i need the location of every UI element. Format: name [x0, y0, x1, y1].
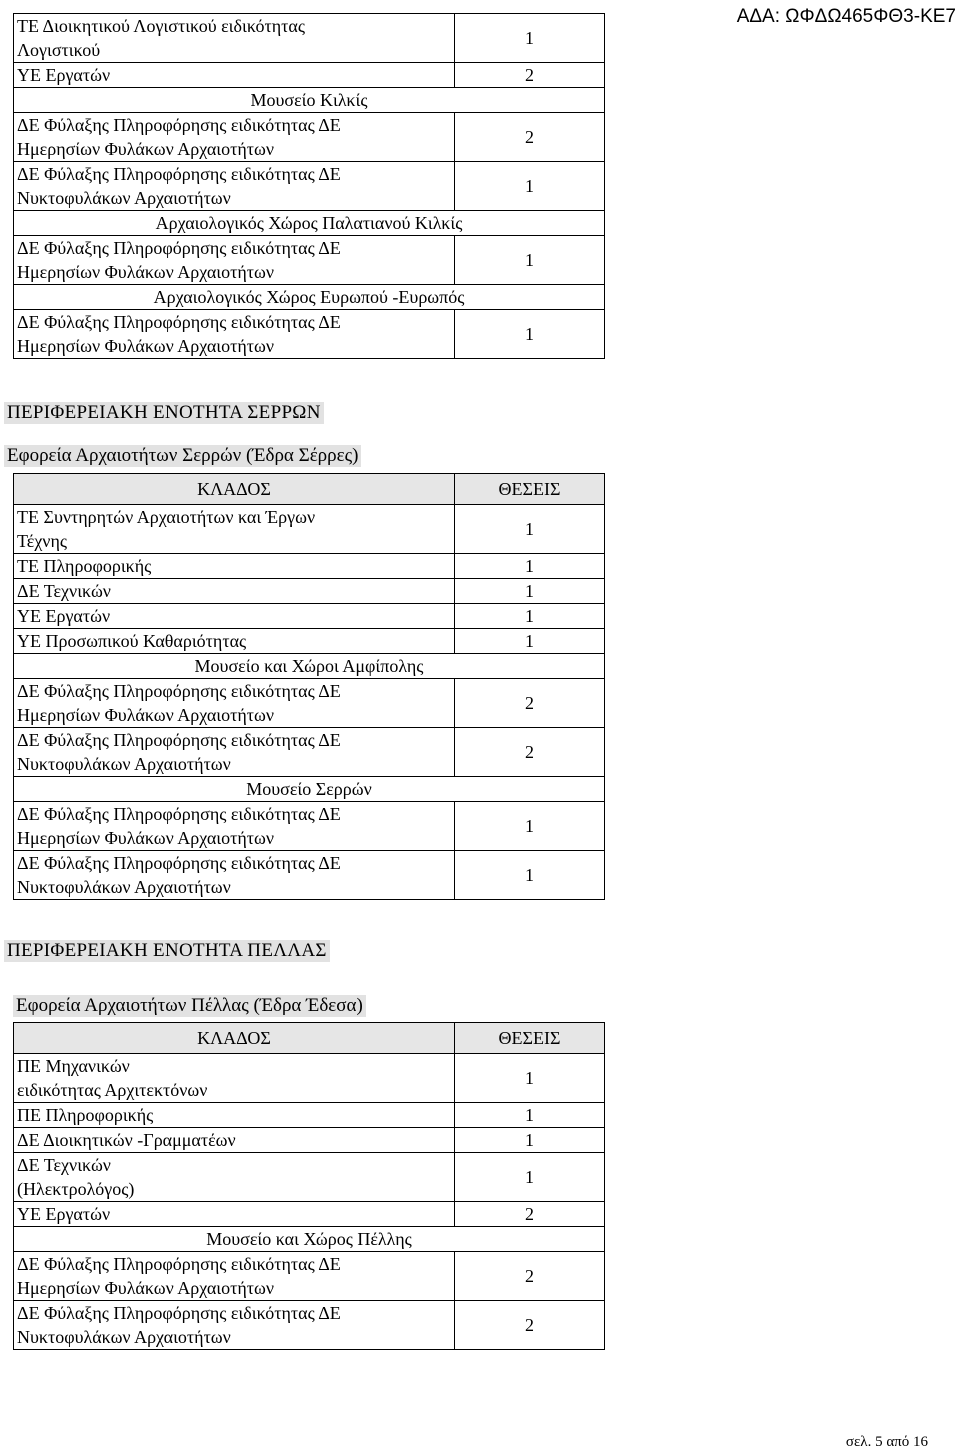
subsection-title: Αρχαιολογικός Χώρος Παλατιανού Κιλκίς	[14, 211, 605, 236]
branch-label-line: Ημερησίων Φυλάκων Αρχαιοτήτων	[17, 139, 274, 159]
branch-cell	[14, 1128, 455, 1153]
table-row	[14, 679, 605, 728]
table-row	[14, 554, 605, 579]
branch-cell	[14, 1252, 455, 1301]
section-title-serres: ΠΕΡΙΦΕΡΕΙΑΚΗ ΕΝΟΤΗΤΑ ΣΕΡΡΩΝ	[4, 402, 324, 424]
positions-count: 1	[455, 236, 605, 285]
positions-count: 1	[455, 1103, 605, 1128]
positions-count: 2	[455, 728, 605, 777]
table-row	[14, 1202, 605, 1227]
table-body	[14, 505, 605, 900]
table-row	[14, 629, 605, 654]
branch-label-line: ΠΕ Πληροφορικής	[17, 1105, 154, 1125]
branch-label-line: ΥΕ Εργατών	[17, 65, 111, 85]
subsection-row	[14, 88, 605, 113]
branch-label-line: ΔΕ Φύλαξης Πληροφόρησης ειδικότητας ΔΕ	[17, 238, 341, 258]
positions-count: 1	[455, 604, 605, 629]
branch-cell	[14, 236, 455, 285]
branch-label-line: Ημερησίων Φυλάκων Αρχαιοτήτων	[17, 262, 274, 282]
branch-label-line: ΔΕ Φύλαξης Πληροφόρησης ειδικότητας ΔΕ	[17, 164, 341, 184]
table-row	[14, 1103, 605, 1128]
positions-count: 1	[455, 505, 605, 554]
ada-code: ΑΔΑ: ΩΦΔΩ465ΦΘ3-ΚΕ7	[736, 6, 956, 27]
positions-count: 1	[455, 1153, 605, 1202]
branch-label-line: ΔΕ Τεχνικών	[17, 581, 111, 601]
branch-label-line: ΔΕ Φύλαξης Πληροφόρησης ειδικότητας ΔΕ	[17, 1254, 341, 1274]
table-row	[14, 1128, 605, 1153]
branch-label-line: Νυκτοφυλάκων Αρχαιοτήτων	[17, 188, 231, 208]
positions-count: 1	[455, 579, 605, 604]
branch-cell	[14, 1202, 455, 1227]
table-row	[14, 1054, 605, 1103]
positions-count: 1	[455, 802, 605, 851]
subsection-row	[14, 285, 605, 310]
branch-label-line: ΔΕ Φύλαξης Πληροφόρησης ειδικότητας ΔΕ	[17, 681, 341, 701]
branch-label-line: ΥΕ Εργατών	[17, 1204, 111, 1224]
branch-cell	[14, 851, 455, 900]
table-row	[14, 63, 605, 88]
branch-label-line: ΔΕ Φύλαξης Πληροφόρησης ειδικότητας ΔΕ	[17, 730, 341, 750]
branch-label-line: ΥΕ Προσωπικού Καθαριότητας	[17, 631, 247, 651]
positions-count: 1	[455, 14, 605, 63]
positions-count: 2	[455, 679, 605, 728]
positions-count: 2	[455, 63, 605, 88]
table-row	[14, 310, 605, 359]
positions-count: 2	[455, 113, 605, 162]
branch-cell	[14, 629, 455, 654]
column-header-positions: ΘΕΣΕΙΣ	[455, 1023, 605, 1054]
positions-count: 2	[455, 1301, 605, 1350]
positions-count: 1	[455, 851, 605, 900]
branch-label-line: ΔΕ Διοικητικών -Γραμματέων	[17, 1130, 236, 1150]
branch-label-line: Ημερησίων Φυλάκων Αρχαιοτήτων	[17, 705, 274, 725]
branch-cell	[14, 802, 455, 851]
table-row	[14, 728, 605, 777]
subsection-row	[14, 1227, 605, 1252]
positions-count: 1	[455, 629, 605, 654]
table-row	[14, 604, 605, 629]
branch-label-line: Ημερησίων Φυλάκων Αρχαιοτήτων	[17, 336, 274, 356]
branch-cell	[14, 63, 455, 88]
positions-count: 1	[455, 162, 605, 211]
branch-label-line: Λογιστικού	[17, 40, 101, 60]
column-header-branch: ΚΛΑΔΟΣ	[14, 1023, 455, 1054]
table-row	[14, 113, 605, 162]
positions-table-kilkis	[13, 13, 605, 359]
branch-label-line: Νυκτοφυλάκων Αρχαιοτήτων	[17, 1327, 231, 1347]
table-body	[14, 1054, 605, 1350]
branch-cell	[14, 162, 455, 211]
positions-table-serres	[13, 473, 605, 900]
branch-label-line: ΥΕ Εργατών	[17, 606, 111, 626]
branch-label-line: Τέχνης	[17, 531, 67, 551]
table-header-row	[14, 474, 605, 505]
table-header-row	[14, 1023, 605, 1054]
branch-label-line: (Ηλεκτρολόγος)	[17, 1179, 135, 1199]
column-header-branch: ΚΛΑΔΟΣ	[14, 474, 455, 505]
subsection-title: Μουσείο Κιλκίς	[14, 88, 605, 113]
subsection-title: Μουσείο Σερρών	[14, 777, 605, 802]
branch-cell	[14, 679, 455, 728]
branch-label-line: ΤΕ Διοικητικού Λογιστικού ειδικότητας	[17, 16, 305, 36]
branch-cell	[14, 310, 455, 359]
branch-cell	[14, 113, 455, 162]
branch-label-line: ΤΕ Πληροφορικής	[17, 556, 152, 576]
section-title-pella: ΠΕΡΙΦΕΡΕΙΑΚΗ ΕΝΟΤΗΤΑ ΠΕΛΛΑΣ	[4, 940, 330, 962]
table-body	[14, 14, 605, 359]
positions-count: 1	[455, 1054, 605, 1103]
table-row	[14, 236, 605, 285]
ephorate-title-serres: Εφορεία Αρχαιοτήτων Σερρών (Έδρα Σέρρες)	[4, 445, 361, 467]
ephorate-title-pella: Εφορεία Αρχαιοτήτων Πέλλας (Έδρα Έδεσα)	[13, 995, 366, 1017]
table-row	[14, 579, 605, 604]
branch-label-line: Νυκτοφυλάκων Αρχαιοτήτων	[17, 877, 231, 897]
table-row	[14, 802, 605, 851]
branch-label-line: Ημερησίων Φυλάκων Αρχαιοτήτων	[17, 1278, 274, 1298]
subsection-title: Μουσείο και Χώρος Πέλλης	[14, 1227, 605, 1252]
subsection-title: Μουσείο και Χώροι Αμφίπολης	[14, 654, 605, 679]
branch-cell	[14, 604, 455, 629]
branch-cell	[14, 579, 455, 604]
page-number: σελ. 5 από 16	[845, 1434, 928, 1450]
branch-label-line: ΔΕ Φύλαξης Πληροφόρησης ειδικότητας ΔΕ	[17, 115, 341, 135]
subsection-row	[14, 211, 605, 236]
branch-label-line: ΤΕ Συντηρητών Αρχαιοτήτων και Έργων	[17, 507, 316, 527]
subsection-title: Αρχαιολογικός Χώρος Ευρωπού -Ευρωπός	[14, 285, 605, 310]
subsection-row	[14, 777, 605, 802]
branch-label-line: Ημερησίων Φυλάκων Αρχαιοτήτων	[17, 828, 274, 848]
positions-count: 2	[455, 1202, 605, 1227]
table-row	[14, 14, 605, 63]
branch-label-line: ειδικότητας Αρχιτεκτόνων	[17, 1080, 208, 1100]
branch-label-line: ΔΕ Φύλαξης Πληροφόρησης ειδικότητας ΔΕ	[17, 1303, 341, 1323]
positions-count: 1	[455, 310, 605, 359]
branch-cell	[14, 554, 455, 579]
branch-cell	[14, 1103, 455, 1128]
positions-count: 1	[455, 554, 605, 579]
positions-count: 1	[455, 1128, 605, 1153]
column-header-positions: ΘΕΣΕΙΣ	[455, 474, 605, 505]
branch-label-line: Νυκτοφυλάκων Αρχαιοτήτων	[17, 754, 231, 774]
branch-cell	[14, 728, 455, 777]
table-row	[14, 1153, 605, 1202]
positions-table-pella	[13, 1022, 605, 1350]
branch-label-line: ΔΕ Φύλαξης Πληροφόρησης ειδικότητας ΔΕ	[17, 853, 341, 873]
subsection-row	[14, 654, 605, 679]
branch-label-line: ΔΕ Φύλαξης Πληροφόρησης ειδικότητας ΔΕ	[17, 312, 341, 332]
table-row	[14, 162, 605, 211]
positions-count: 2	[455, 1252, 605, 1301]
branch-cell	[14, 1153, 455, 1202]
branch-label-line: ΔΕ Φύλαξης Πληροφόρησης ειδικότητας ΔΕ	[17, 804, 341, 824]
table-row	[14, 1301, 605, 1350]
branch-cell	[14, 1301, 455, 1350]
branch-label-line: ΔΕ Τεχνικών	[17, 1155, 111, 1175]
branch-label-line: ΠΕ Μηχανικών	[17, 1056, 130, 1076]
branch-cell	[14, 505, 455, 554]
table-row	[14, 851, 605, 900]
branch-cell	[14, 14, 455, 63]
table-row	[14, 1252, 605, 1301]
table-row	[14, 505, 605, 554]
branch-cell	[14, 1054, 455, 1103]
